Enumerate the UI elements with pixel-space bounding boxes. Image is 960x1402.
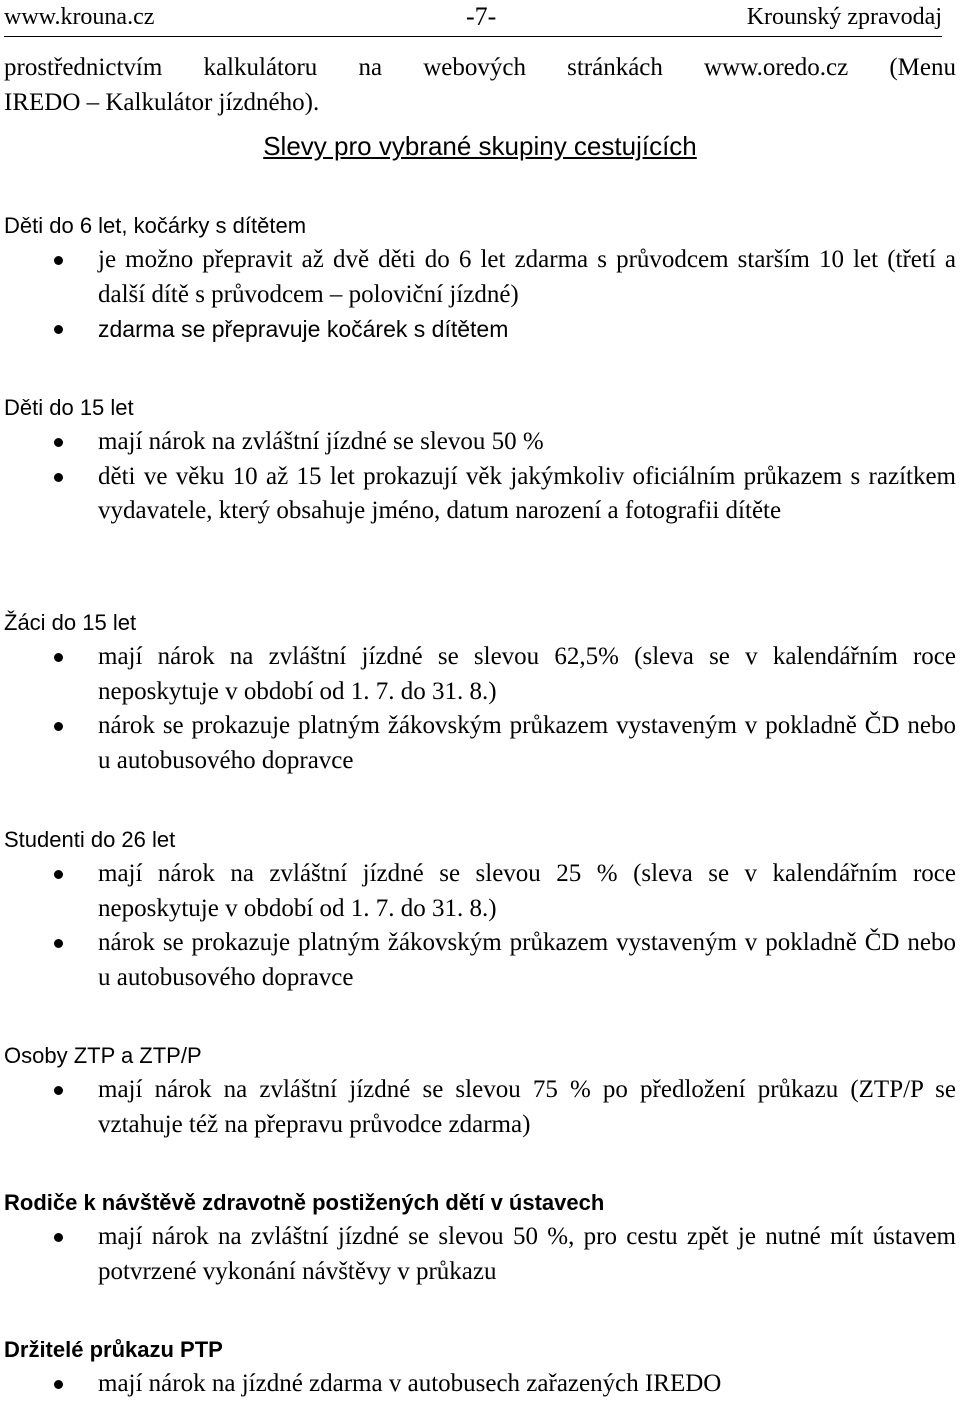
- bullet-icon: [54, 325, 63, 334]
- section-heading: Držitelé průkazu PTP: [4, 1337, 223, 1362]
- bullet-icon: [54, 256, 63, 265]
- bullet-icon: [54, 722, 63, 731]
- list-item: nárok se prokazuje platným žákovským průkazem vystaveným v pokladně ČD nebo u autobusového dopravce: [4, 926, 956, 995]
- bullet-icon: [54, 1086, 63, 1095]
- bullet-list: [4, 1220, 956, 1289]
- section-heading: Děti do 15 let: [4, 395, 134, 420]
- section-heading: Studenti do 26 let: [4, 827, 176, 852]
- bullet-list: [4, 1073, 956, 1142]
- list-item: mají nárok na zvláštní jízdné se slevou 62,5% (sleva se v kalendářním roce neposkytuje v období od 1. 7. do 31. 8.): [4, 640, 956, 709]
- section-heading: Žáci do 15 let: [4, 610, 137, 635]
- section-ptp-holders: [4, 1333, 956, 1402]
- intro-paragraph: [4, 50, 956, 120]
- bullet-icon: [54, 653, 63, 662]
- section-pupils-under-15: [4, 606, 956, 778]
- header-publication-name: Krounský zpravodaj: [746, 4, 942, 30]
- header-site-url: www.krouna.cz: [4, 4, 155, 30]
- list-item: mají nárok na zvláštní jízdné se slevou 25 % (sleva se v kalendářním roce neposkytuje v období od 1. 7. do 31. 8.): [4, 857, 956, 926]
- page-header: [4, 0, 942, 37]
- list-item: děti ve věku 10 až 15 let prokazují věk jakýmkoliv oficiálním průkazem s razítkem vydavatele, který obsahuje jméno, datum narození a fotografii dítěte: [4, 460, 956, 529]
- section-students-under-26: [4, 823, 956, 995]
- list-item: mají nárok na zvláštní jízdné se slevou 50 %, pro cestu zpět je nutné mít ústavem potvrzené vykonání návštěvy v průkazu: [4, 1220, 956, 1289]
- bullet-icon: [54, 1233, 63, 1242]
- bullet-icon: [54, 939, 63, 948]
- bullet-list: [4, 1367, 956, 1402]
- bullet-list: [4, 857, 956, 995]
- section-heading: Děti do 6 let, kočárky s dítětem: [4, 213, 307, 238]
- list-item: je možno přepravit až dvě děti do 6 let zdarma s průvodcem starším 10 let (třetí a další dítě s průvodcem – poloviční jízdné): [4, 243, 956, 312]
- intro-line-1: prostřednictvím kalkulátoru na webových stránkách www.oredo.cz (Menu: [4, 54, 956, 81]
- section-ztp-persons: [4, 1039, 956, 1142]
- bullet-list: [4, 425, 956, 529]
- list-item: zdarma se přepravuje kočárek s dítětem: [4, 312, 956, 347]
- section-children-under-6: [4, 209, 956, 347]
- list-item: nárok se prokazuje platným žákovským průkazem vystaveným v pokladně ČD nebo u autobusového dopravce: [4, 709, 956, 778]
- list-item: mají nárok na zvláštní jízdné se slevou 50 %: [4, 425, 956, 460]
- list-item: mají nárok na jízdné zdarma v autobusech zařazených IREDO: [4, 1367, 956, 1402]
- page-title: Slevy pro vybrané skupiny cestujících: [263, 131, 697, 161]
- section-heading: Rodiče k návštěvě zdravotně postižených dětí v ústavech: [4, 1190, 605, 1215]
- bullet-icon: [54, 1380, 63, 1389]
- bullet-icon: [54, 438, 63, 447]
- bullet-list: [4, 640, 956, 778]
- bullet-icon: [54, 870, 63, 879]
- list-item: mají nárok na zvláštní jízdné se slevou 75 % po předložení průkazu (ZTP/P se vztahuje též na přepravu průvodce zdarma): [4, 1073, 956, 1142]
- bullet-list: [4, 243, 956, 347]
- header-page-number: -7-: [466, 2, 497, 31]
- section-children-under-15: [4, 391, 956, 529]
- section-heading: Osoby ZTP a ZTP/P: [4, 1043, 202, 1068]
- bullet-icon: [54, 473, 63, 482]
- intro-line-2: IREDO – Kalkulátor jízdného).: [4, 89, 320, 116]
- section-parents-visiting: [4, 1186, 956, 1289]
